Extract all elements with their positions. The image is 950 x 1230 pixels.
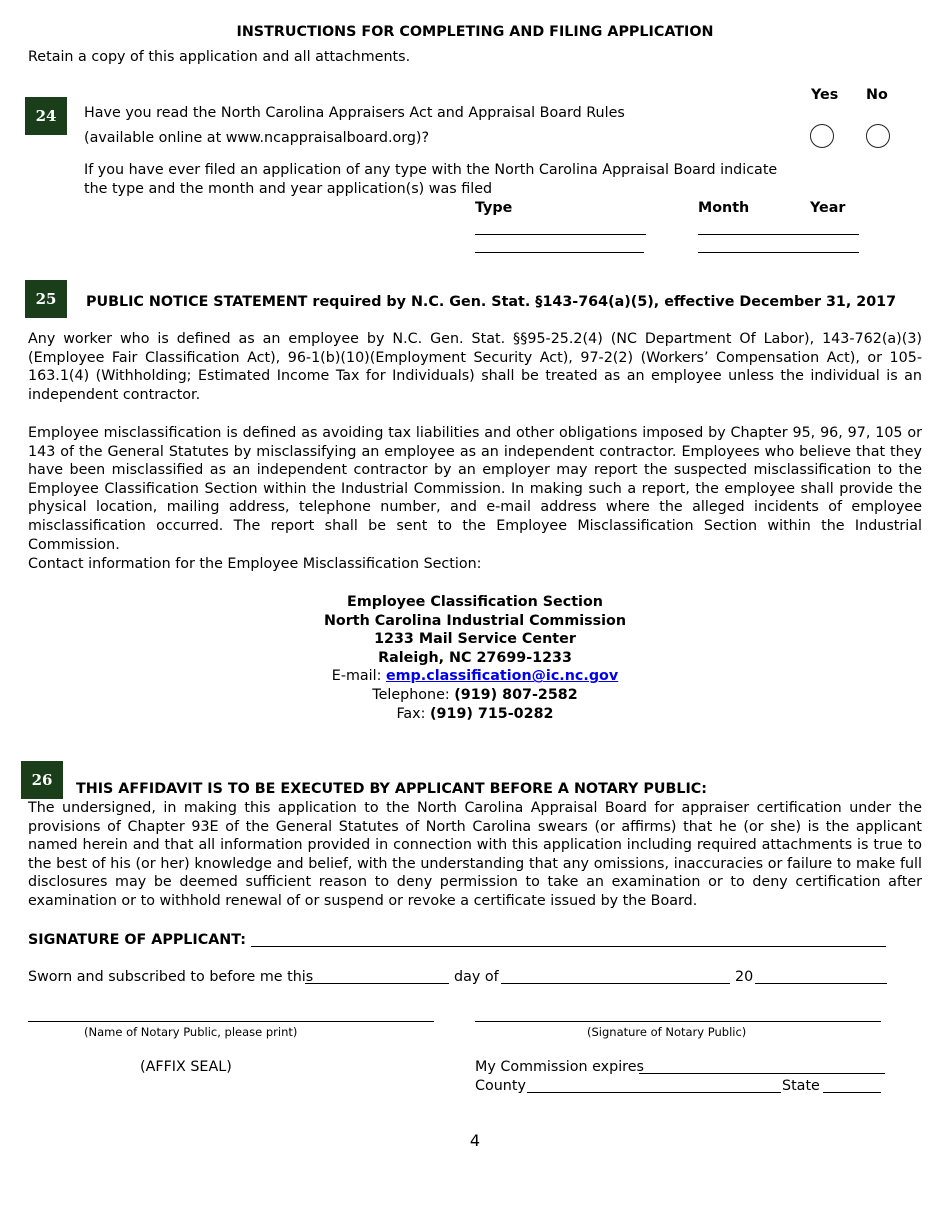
retain-note: Retain a copy of this application and all attachments.	[28, 49, 411, 65]
signature-field[interactable]	[251, 946, 886, 947]
sworn-year-prefix: 20	[735, 969, 754, 985]
contact-email-row	[0, 667, 950, 686]
county-label: County	[475, 1078, 526, 1094]
notary-name-caption: (Name of Notary Public, please print)	[84, 1025, 298, 1039]
sworn-day-field[interactable]	[305, 983, 449, 984]
sworn-day-of: day of	[454, 969, 499, 985]
email-label: E-mail:	[331, 668, 386, 685]
public-notice-paragraph-1: Any worker who is defined as an employee by N.C. Gen. Stat. §§95-25.2(4) (NC Department Of Labor), 143-762(a)(3) (Employee Fair Classification Act), 96-1(b)(10)(Employment Security Act), 97-2(2) (Workers’ Compensation Act), or 105-163.1(4) (Withholding; Estimated Income Tax for Individuals) shall be treated as an employee unless the individual is an independent contractor.	[28, 331, 922, 403]
type-field-2[interactable]	[475, 252, 644, 253]
question-24-line2: (available online at www.ncappraisalboard.org)?	[84, 130, 430, 146]
sworn-month-field[interactable]	[501, 983, 730, 984]
yes-radio[interactable]	[810, 124, 834, 148]
fax-value: (919) 715-0282	[430, 705, 554, 722]
type-field-1[interactable]	[475, 234, 646, 235]
contact-intro: Contact information for the Employee Misclassification Section:	[28, 556, 482, 572]
state-label: State	[782, 1078, 820, 1094]
contact-phone-row	[0, 686, 950, 705]
filed-instruction-line2: the type and the month and year application(s) was filed	[84, 181, 493, 197]
notary-name-field[interactable]	[28, 1021, 434, 1022]
contact-block	[0, 593, 950, 723]
signature-label: SIGNATURE OF APPLICANT:	[28, 932, 246, 948]
page-number: 4	[469, 1131, 481, 1150]
contact-city: Raleigh, NC 27699-1233	[378, 649, 572, 666]
question-26-number: 26	[21, 761, 63, 799]
no-radio[interactable]	[866, 124, 890, 148]
public-notice-heading: PUBLIC NOTICE STATEMENT required by N.C. Gen. Stat. §143-764(a)(5), effective December 31, 2017	[86, 294, 897, 310]
commission-field[interactable]	[639, 1073, 885, 1074]
state-field[interactable]	[823, 1092, 881, 1093]
contact-commission-name: North Carolina Industrial Commission	[323, 612, 627, 629]
contact-section-name: Employee Classification Section	[347, 594, 603, 610]
affidavit-paragraph: The undersigned, in making this application to the North Carolina Appraisal Board for appraiser certification under the provisions of Chapter 93E of the General Statutes of North Carolina swears (or affirms) that he (or she) is the applicant named herein and that all information provided in connection with this application including required attachments is true to the best of his (or her) knowledge and belief, with the understanding that any omissions, inaccuracies or failure to make full disclosures may be deemed sufficient reason to deny permission to take an examination or to deny certification after examination or to withhold renewal of or suspend or revoke a certificate issued by the Board.	[28, 800, 922, 909]
sworn-year-field[interactable]	[755, 983, 887, 984]
email-link[interactable]: emp.classification@ic.nc.gov	[385, 668, 619, 685]
year-column-header: Year	[810, 200, 846, 216]
phone-value: (919) 807-2582	[454, 686, 578, 703]
contact-mail-center: 1233 Mail Service Center	[374, 631, 576, 648]
filed-instruction-line1: If you have ever filed an application of any type with the North Carolina Appraisal Board indicate	[84, 162, 778, 178]
commission-label: My Commission expires	[475, 1059, 644, 1075]
notary-signature-field[interactable]	[475, 1021, 881, 1022]
notary-signature-caption: (Signature of Notary Public)	[587, 1025, 747, 1039]
question-24-number: 24	[25, 97, 67, 135]
month-year-field-2[interactable]	[698, 252, 859, 253]
affidavit-heading: THIS AFFIDAVIT IS TO BE EXECUTED BY APPLICANT BEFORE A NOTARY PUBLIC:	[76, 781, 707, 797]
fax-label: Fax:	[396, 705, 431, 722]
county-field[interactable]	[527, 1092, 781, 1093]
phone-label: Telephone:	[372, 686, 455, 703]
month-column-header: Month	[698, 200, 750, 216]
public-notice-paragraph-2: Employee misclassification is defined as avoiding tax liabilities and other obligations imposed by Chapter 95, 96, 97, 105 or 143 of the General Statutes by misclassifying an employee as an independent contractor. Employees who believe that they have been misclassified as an independent contractor by an employer may report the suspected misclassification to the Employee Classification Section within the Industrial Commission. In making such a report, the employee shall provide the physical location, mailing address, telephone number, and e-mail address where the alleged incidents of employee misclassification occurred. The report shall be sent to the Employee Misclassification Section within the Industrial Commission.	[28, 425, 922, 553]
no-label: No	[866, 87, 888, 103]
sworn-prefix: Sworn and subscribed to before me this	[28, 969, 314, 985]
yes-label: Yes	[811, 87, 839, 103]
contact-fax-row	[0, 705, 950, 724]
page-title: INSTRUCTIONS FOR COMPLETING AND FILING APPLICATION	[236, 24, 714, 40]
question-25-number: 25	[25, 280, 67, 318]
month-year-field-1[interactable]	[698, 234, 859, 235]
affix-seal: (AFFIX SEAL)	[140, 1059, 232, 1075]
question-24-line1: Have you read the North Carolina Appraisers Act and Appraisal Board Rules	[84, 105, 625, 121]
type-column-header: Type	[475, 200, 513, 216]
